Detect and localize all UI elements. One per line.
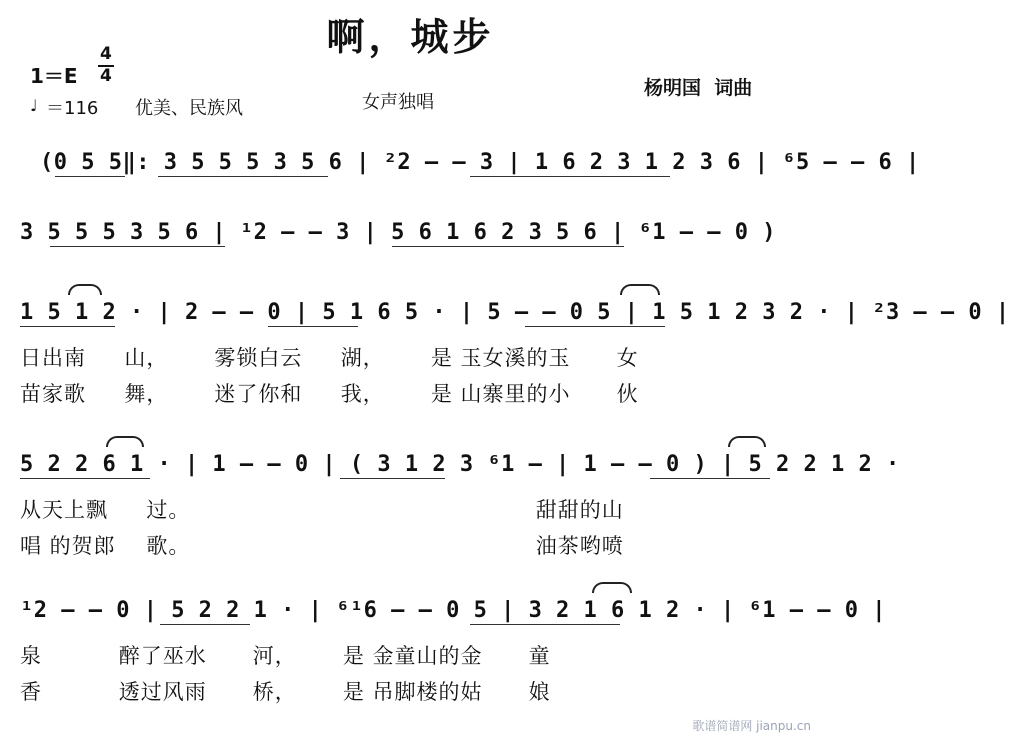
tempo-note-icon: ♩ <box>30 96 38 115</box>
beam <box>20 478 150 479</box>
slur <box>620 284 660 295</box>
score-line-3: 1 5 1 2 · | 2 — — 0 | 5 1 6 5 · | 5 — — 0 5 | 1 5 1 2 3 2 · | ²3 — — 0 | <box>20 300 1010 325</box>
lyrics-line-5-verse-1: 泉 醉了巫水 河， 是 金童山的金 童 <box>20 644 551 668</box>
lyrics-line-4-verse-2: 唱 的贺郎 歌。 油茶哟喷 <box>20 534 624 558</box>
tempo: ＝116 <box>46 98 99 119</box>
performance-type: 女声独唱 <box>362 92 434 113</box>
beam <box>470 176 670 177</box>
slur <box>728 436 766 447</box>
watermark: 歌谱简谱网 jianpu.cn <box>692 719 811 733</box>
key-signature: 1＝E <box>30 64 78 88</box>
score-line-1: (0 5 5‖: 3 5 5 5 3 5 6 | ²2 — — 3 | 1 6 2 3 1 2 3 6 | ⁶5 — — 6 | <box>40 150 920 175</box>
slur <box>68 284 102 295</box>
beam <box>55 176 125 177</box>
beam <box>392 246 624 247</box>
beam <box>650 478 770 479</box>
lyrics-line-4-verse-1: 从天上飘 过。 甜甜的山 <box>20 498 624 522</box>
style-marking: 优美、民族风 <box>135 98 243 119</box>
beam <box>470 624 620 625</box>
lyrics-line-3-verse-2: 苗家歌 舞， 迷了你和 我， 是 山寨里的小 伙 <box>20 382 639 406</box>
lyrics-line-5-verse-2: 香 透过风雨 桥， 是 吊脚楼的姑 娘 <box>20 680 551 704</box>
beam <box>525 326 665 327</box>
beam <box>20 326 115 327</box>
beam <box>160 624 250 625</box>
time-signature-bottom: 4 <box>100 66 112 86</box>
score-line-4: 5 2 2 6 1 · | 1 — — 0 | ( 3 1 2 3 ⁶1 — | 1 — — 0 ) | 5 2 2 1 2 · <box>20 452 900 477</box>
beam <box>268 326 358 327</box>
slur <box>106 436 144 447</box>
time-signature-top: 4 <box>100 44 112 64</box>
credits: 杨明国 词曲 <box>644 77 753 99</box>
beam <box>158 176 328 177</box>
score-line-5: ¹2 — — 0 | 5 2 2 1 · | ⁶¹6 — — 0 5 | 3 2 1 6 1 2 · | ⁶1 — — 0 | <box>20 598 886 623</box>
beam <box>50 246 225 247</box>
beam <box>340 478 445 479</box>
lyrics-line-3-verse-1: 日出南 山， 雾锁白云 湖， 是 玉女溪的玉 女 <box>20 346 639 370</box>
slur <box>592 582 632 593</box>
score-line-2: 3 5 5 5 3 5 6 | ¹2 — — 3 | 5 6 1 6 2 3 5 6 | ⁶1 — — 0 ) <box>20 220 776 245</box>
song-title: 啊，城步 <box>326 15 495 59</box>
